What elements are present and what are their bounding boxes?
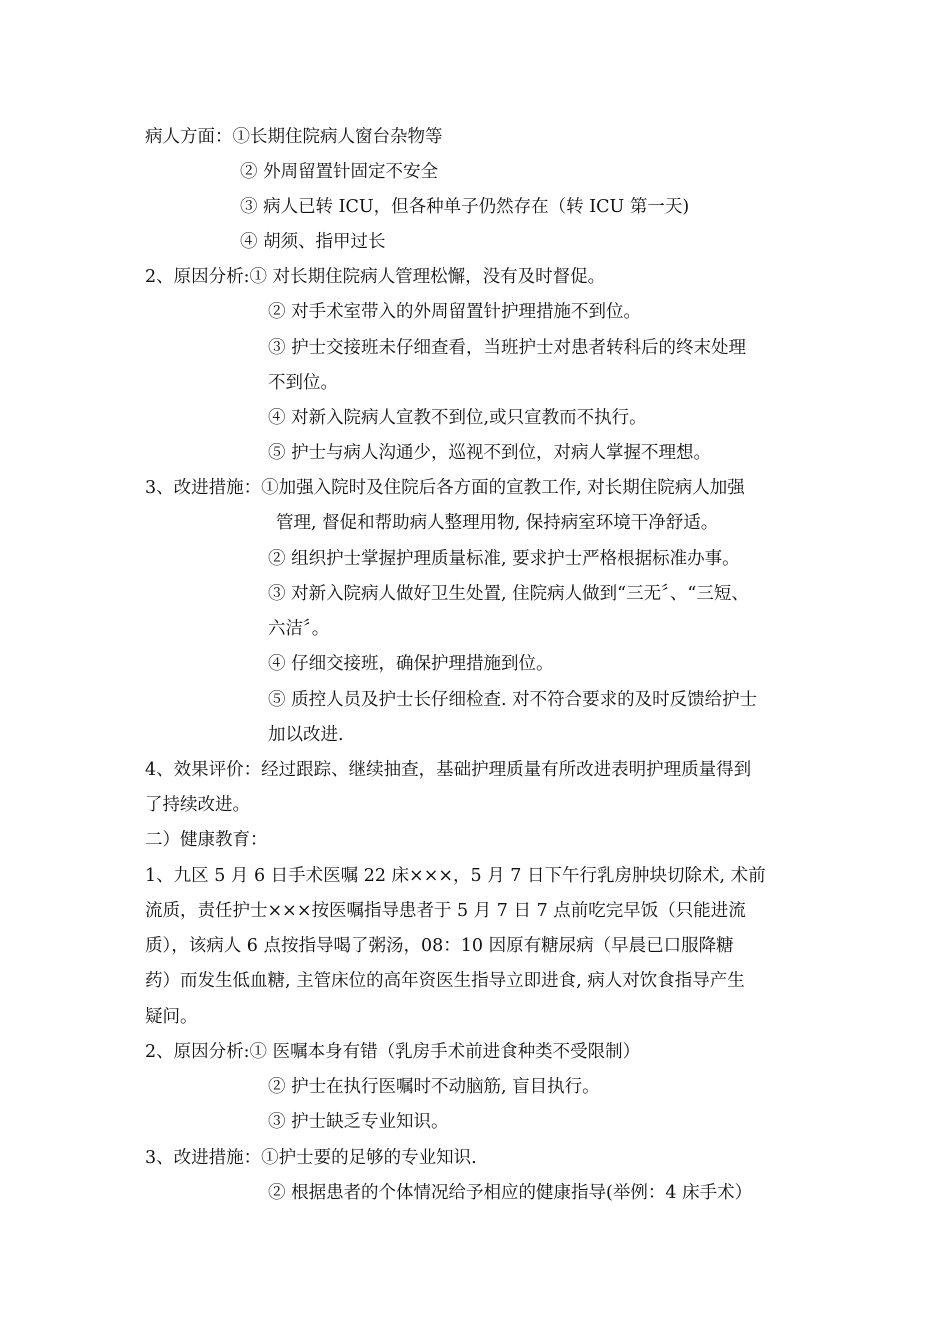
text-line: ② 对手术室带入的外周留置针护理措施不到位。 <box>268 302 642 322</box>
text-line: ③ 护士缺乏专业知识。 <box>268 1112 449 1132</box>
text-line: 2、原因分析:① 医嘱本身有错（乳房手术前进食种类不受限制） <box>145 1042 641 1062</box>
text-line: 3、改进措施：①加强入院时及住院后各方面的宣教工作, 对长期住院病人加强 <box>145 478 745 498</box>
text-line: 二）健康教育： <box>145 830 268 850</box>
text-line: 流质，责任护士×××按医嘱指导患者于 5 月 7 日 7 点前吃完早饭（只能进流 <box>145 901 746 921</box>
text-line: 不到位。 <box>268 373 338 393</box>
text-line: 3、改进措施：①护士要的足够的专业知识. <box>145 1148 477 1168</box>
text-line: ④ 胡须、指甲过长 <box>240 232 386 252</box>
text-line: ④ 仔细交接班，确保护理措施到位。 <box>268 654 554 674</box>
text-line: ② 组织护士掌握护理质量标准, 要求护士严格根据标准办事。 <box>268 549 740 569</box>
text-line: 2、原因分析:① 对长期住院病人管理松懈，没有及时督促。 <box>145 267 606 287</box>
text-line: 了持续改进。 <box>145 795 250 815</box>
text-line: 加以改进. <box>268 725 344 745</box>
text-line: 质），该病人 6 点按指导喝了粥汤，08：10 因原有糖尿病（早晨已口服降糖 <box>145 936 734 956</box>
text-line: 药）而发生低血糖, 主管床位的高年资医生指导立即进食, 病人对饮食指导产生 <box>145 971 745 991</box>
text-line: ③ 病人已转 ICU，但各种单子仍然存在（转 ICU 第一天) <box>240 197 690 217</box>
text-line: ② 外周留置针固定不安全 <box>240 162 439 182</box>
text-line: ② 根据患者的个体情况给予相应的健康指导(举例：4 床手术） <box>268 1183 753 1203</box>
text-line: 疑问。 <box>145 1007 198 1027</box>
text-line: 1、九区 5 月 6 日手术医嘱 22 床×××，5 月 7 日下午行乳房肿块切除术, 术前 <box>145 866 766 886</box>
text-line: 4、效果评价：经过跟踪、继续抽查，基础护理质量有所改进表明护理质量得到 <box>145 760 752 780</box>
text-line: ② 护士在执行医嘱时不动脑筋, 盲目执行。 <box>268 1077 600 1097</box>
text-line: ③ 对新入院病人做好卫生处置, 住院病人做到“三无〞、“三短、 <box>268 584 749 604</box>
text-line: ④ 对新入院病人宣教不到位,或只宣教而不执行。 <box>268 408 647 428</box>
text-line: ⑤ 质控人员及护士长仔细检查. 对不符合要求的及时反馈给护士 <box>268 690 758 710</box>
text-line: 管理, 督促和帮助病人整理用物, 保持病室环境干净舒适。 <box>276 513 719 533</box>
text-line: ③ 护士交接班未仔细查看，当班护士对患者转科后的终末处理 <box>268 338 747 358</box>
text-line: 六洁〞。 <box>268 619 330 639</box>
text-line: 病人方面：①长期住院病人窗台杂物等 <box>145 127 443 147</box>
text-line: ⑤ 护士与病人沟通少，巡视不到位，对病人掌握不理想。 <box>268 443 712 463</box>
